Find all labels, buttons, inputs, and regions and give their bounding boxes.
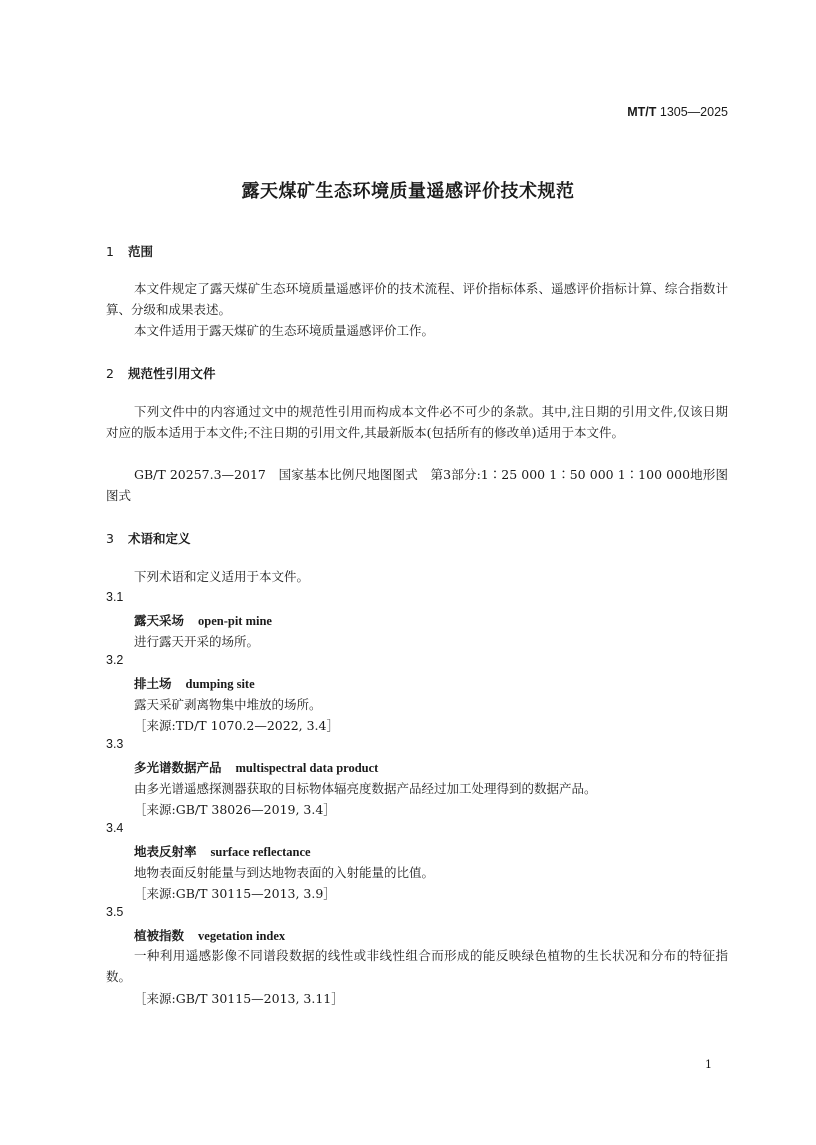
term-source: ［来源:TD/T 1070.2—2022, 3.4］ [134, 718, 339, 733]
section-2-reference: GB/T 20257.3—2017 国家基本比例尺地图图式 第3部分:1∶25 000 1∶50 000 1∶100 000地形图图式 [106, 467, 728, 503]
standard-code [627, 105, 728, 119]
term-name-en: multispectral data product [235, 761, 379, 775]
term-name-cn: 露天采场 [134, 613, 185, 628]
term-name-cn: 植被指数 [134, 928, 185, 943]
term-name-en: surface reflectance [210, 845, 311, 859]
term-name-cn: 地表反射率 [134, 844, 197, 859]
term-definition: 一种利用遥感影像不同谱段数据的线性或非线性组合而形成的能反映绿色植物的生长状况和分布的特征指数。 [106, 948, 728, 984]
standard-code-prefix: MT/T [627, 105, 657, 119]
term-source: ［来源:GB/T 30115—2013, 3.11］ [134, 991, 344, 1006]
section-2-paragraph-1: 下列文件中的内容通过文中的规范性引用而构成本文件必不可少的条款。其中,注日期的引用文件,仅该日期对应的版本适用于本文件;不注日期的引用文件,其最新版本(包括所有的修改单)适用于本文件。 [106, 404, 728, 440]
term-number: 3.2 [106, 653, 124, 667]
term-definition: 露天采矿剥离物集中堆放的场所。 [134, 697, 322, 712]
section-2-heading [106, 364, 216, 382]
term-source: ［来源:GB/T 38026—2019, 3.4］ [134, 802, 336, 817]
term-name [134, 674, 255, 692]
section-1-heading [106, 242, 153, 260]
term-name-en: dumping site [185, 677, 255, 691]
document-title: 露天煤矿生态环境质量遥感评价技术规范 [241, 181, 575, 202]
term-name [134, 758, 378, 776]
term-name [134, 611, 272, 629]
section-number: 1 [106, 244, 114, 259]
term-name-cn: 多光谱数据产品 [134, 760, 222, 775]
term-name-en: open-pit mine [198, 614, 272, 628]
term-definition: 进行露天开采的场所。 [134, 634, 260, 649]
page-number: 1 [705, 1058, 712, 1071]
term-source: ［来源:GB/T 30115—2013, 3.9］ [134, 886, 336, 901]
section-1-paragraph-2: 本文件适用于露天煤矿的生态环境质量遥感评价工作。 [134, 323, 435, 338]
term-number: 3.3 [106, 737, 124, 751]
standard-code-number: 1305—2025 [656, 105, 728, 119]
section-title: 规范性引用文件 [128, 366, 216, 381]
term-number: 3.5 [106, 905, 124, 919]
term-number: 3.4 [106, 821, 124, 835]
term-number: 3.1 [106, 590, 124, 604]
section-title: 术语和定义 [128, 531, 191, 546]
section-number: 3 [106, 531, 114, 546]
term-name [134, 842, 311, 860]
term-name [134, 926, 285, 944]
term-name-en: vegetation index [198, 929, 286, 943]
term-name-cn: 排土场 [134, 676, 172, 691]
section-title: 范围 [128, 244, 154, 259]
section-1-paragraph-1: 本文件规定了露天煤矿生态环境质量遥感评价的技术流程、评价指标体系、遥感评价指标计算、综合指数计算、分级和成果表述。 [106, 281, 728, 317]
term-definition: 地物表面反射能量与到达地物表面的入射能量的比值。 [134, 865, 435, 880]
term-definition: 由多光谱遥感探测器获取的目标物体辐亮度数据产品经过加工处理得到的数据产品。 [134, 781, 597, 796]
section-number: 2 [106, 366, 114, 381]
section-3-heading [106, 529, 191, 547]
section-3-intro: 下列术语和定义适用于本文件。 [134, 569, 310, 584]
